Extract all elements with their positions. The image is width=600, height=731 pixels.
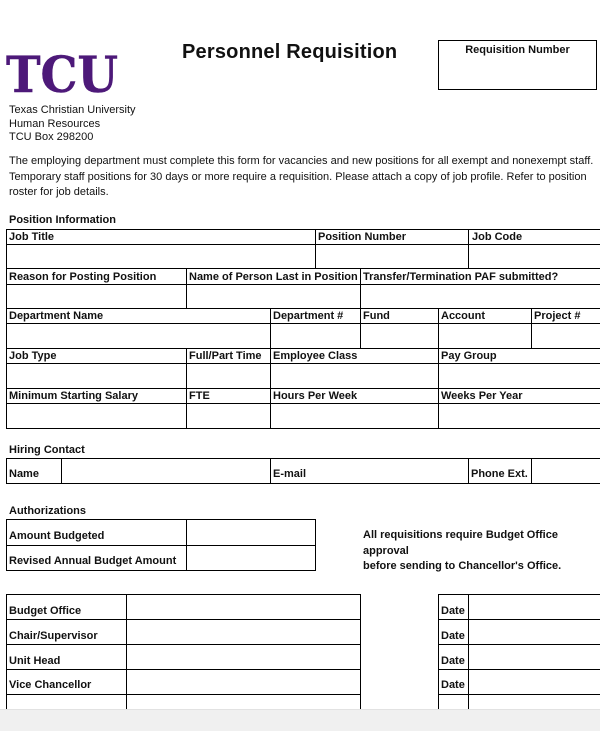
address-block [9,104,136,145]
amount-budgeted-label: Amount Budgeted [9,530,105,542]
department-number-label: Department # [273,310,344,322]
section-heading-hiring-contact: Hiring Contact [9,444,85,456]
date-label: Date [441,679,465,691]
paf-label: Transfer/Termination PAF submitted? [363,271,559,283]
fte-label: FTE [189,390,210,402]
position-number-label: Position Number [318,231,407,243]
requisition-number-label: Requisition Number [465,44,570,56]
hours-per-week-label: Hours Per Week [273,390,358,402]
contact-email-label: E-mail [273,468,307,480]
section-heading-position: Position Information [9,214,116,226]
note-line: All requisitions require Budget Office approval [363,529,558,557]
contact-name-label: Name [9,468,39,480]
reason-label: Reason for Posting Position [9,271,157,283]
account-label: Account [441,310,485,322]
last-person-label: Name of Person Last in Position [189,271,358,283]
budget-office-label: Budget Office [9,605,82,617]
min-salary-label: Minimum Starting Salary [9,390,138,402]
job-code-label: Job Code [472,231,523,243]
page-bottom-edge [0,709,600,731]
contact-phone-label: Phone Ext. [471,468,528,480]
revised-budget-label: Revised Annual Budget Amount [9,555,177,567]
chair-supervisor-label: Chair/Supervisor [9,630,98,642]
address-line: TCU Box 298200 [9,131,94,143]
section-heading-authorizations: Authorizations [9,505,86,517]
date-label: Date [441,630,465,642]
job-type-label: Job Type [9,350,57,362]
job-title-label: Job Title [9,231,55,243]
date-label: Date [441,655,465,667]
unit-head-label: Unit Head [9,655,61,667]
pay-group-label: Pay Group [441,350,497,362]
project-label: Project # [534,310,581,322]
address-line: Human Resources [9,117,101,130]
employee-class-label: Employee Class [273,350,358,362]
tcu-logo [6,44,120,102]
weeks-per-year-label: Weeks Per Year [441,390,523,402]
address-line: Texas Christian University [9,104,136,116]
logo-text: TCU [6,45,118,102]
budget-approval-note [363,528,600,575]
note-line: before sending to Chancellor's Office. [363,560,562,572]
vice-chancellor-label: Vice Chancellor [9,679,92,691]
department-name-label: Department Name [9,310,104,322]
requisition-number-box[interactable] [438,40,597,90]
fund-label: Fund [363,310,390,322]
full-part-time-label: Full/Part Time [189,350,262,362]
date-label: Date [441,605,465,617]
page-title: Personnel Requisition [182,41,398,63]
instructions-text: The employing department must complete this form for vacancies and new positions for all exempt and nonexempt staff. Temporary staff positions for 30 days or more require a requisition. Please attach a copy of job profile. Refer to position roster for job details. [9,155,594,198]
